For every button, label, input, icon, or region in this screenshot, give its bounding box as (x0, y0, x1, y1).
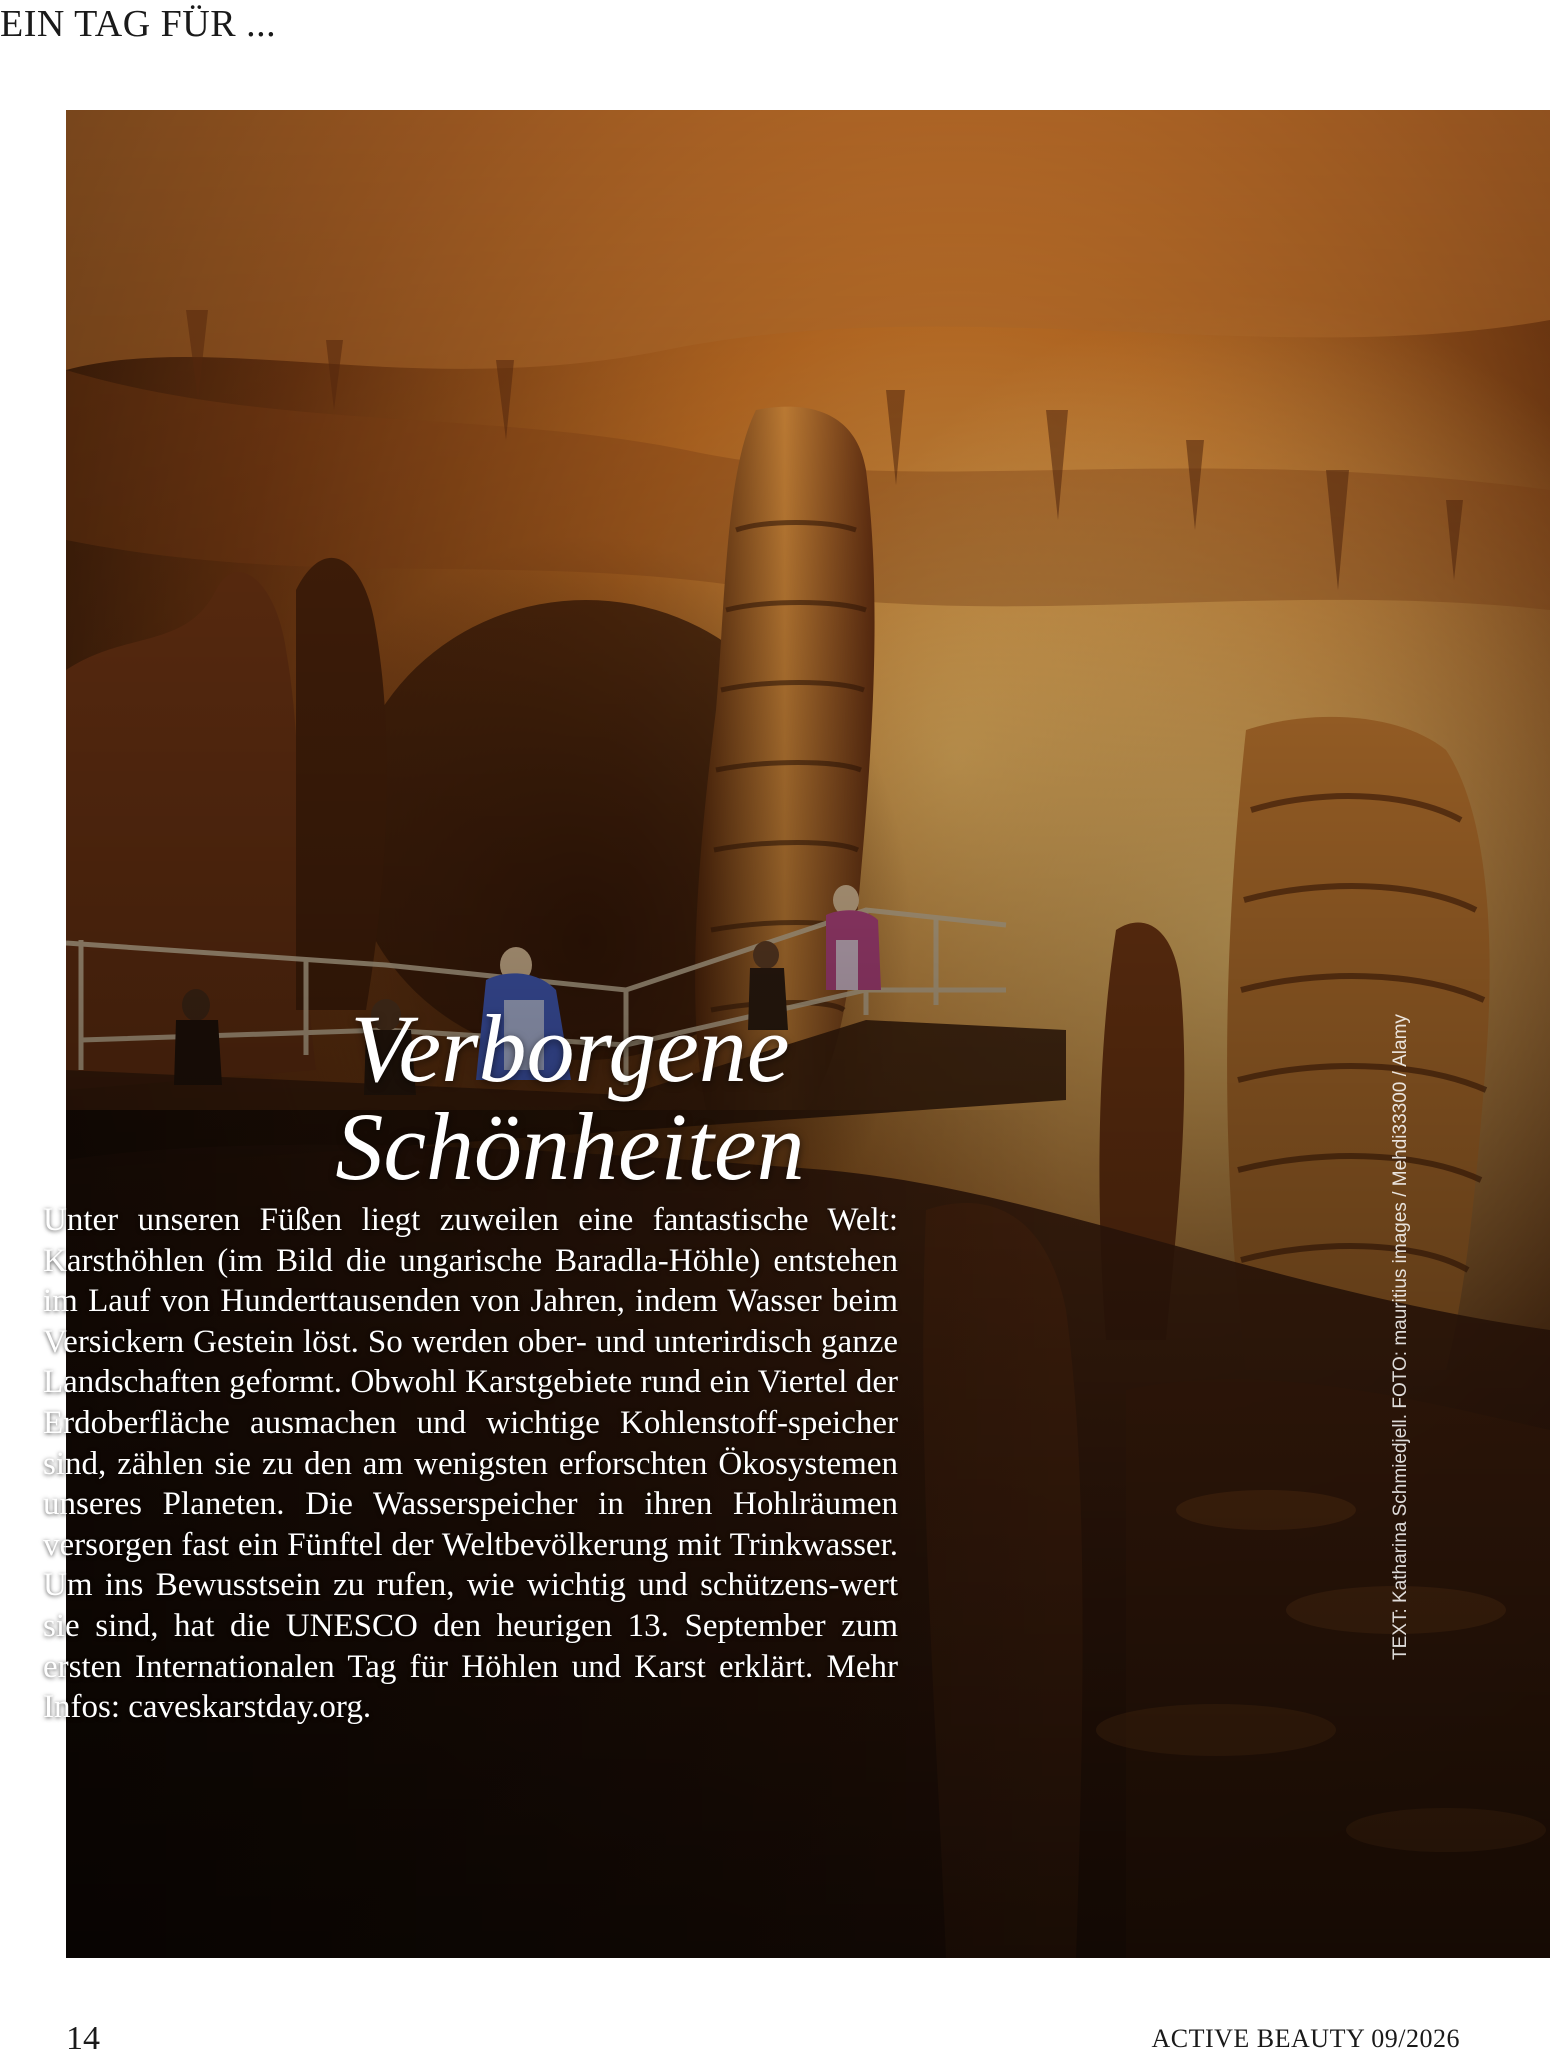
photo-credit-text: TEXT: Katharina Schmiedjell. FOTO: mauritius images / Mehdi33300 / Alamy (1390, 1014, 1411, 1660)
article-headline (190, 995, 950, 1200)
page-number: 14 (66, 2020, 100, 2057)
section-label: EIN TAG FÜR ... (0, 3, 277, 45)
headline-line-1: Verborgene (350, 995, 790, 1102)
article-body: Unter unseren Füßen liegt zuweilen eine fantastische Welt: Karsthöhlen (im Bild die ungarische Baradla-Höhle) entstehen im Lauf von Hunderttausenden von Jahren, indem Wasser beim Versickern Gestein löst. So werden ober- und unterirdisch ganze Landschaften geformt. Obwohl Karstgebiete rund ein Viertel der Erdoberfläche ausmachen und wichtige Kohlenstoff-speicher sind, zählen sie zu den am wenigsten erforschten Ökosystemen unseres Planeten. Die Wasserspeicher in ihren Hohlräumen versorgen fast ein Fünftel der Weltbevölkerung mit Trinkwasser. Um ins Bewusstsein zu rufen, wie wichtig und schützens-wert sie sind, hat die UNESCO den heurigen 13. September zum ersten Internationalen Tag für Höhlen und Karst erklärt. Mehr Infos: caveskarstday.org. (43, 1202, 898, 1726)
headline-line-2: Schönheiten (335, 1093, 805, 1200)
magazine-issue: ACTIVE BEAUTY 09/2026 (1151, 2024, 1460, 2053)
